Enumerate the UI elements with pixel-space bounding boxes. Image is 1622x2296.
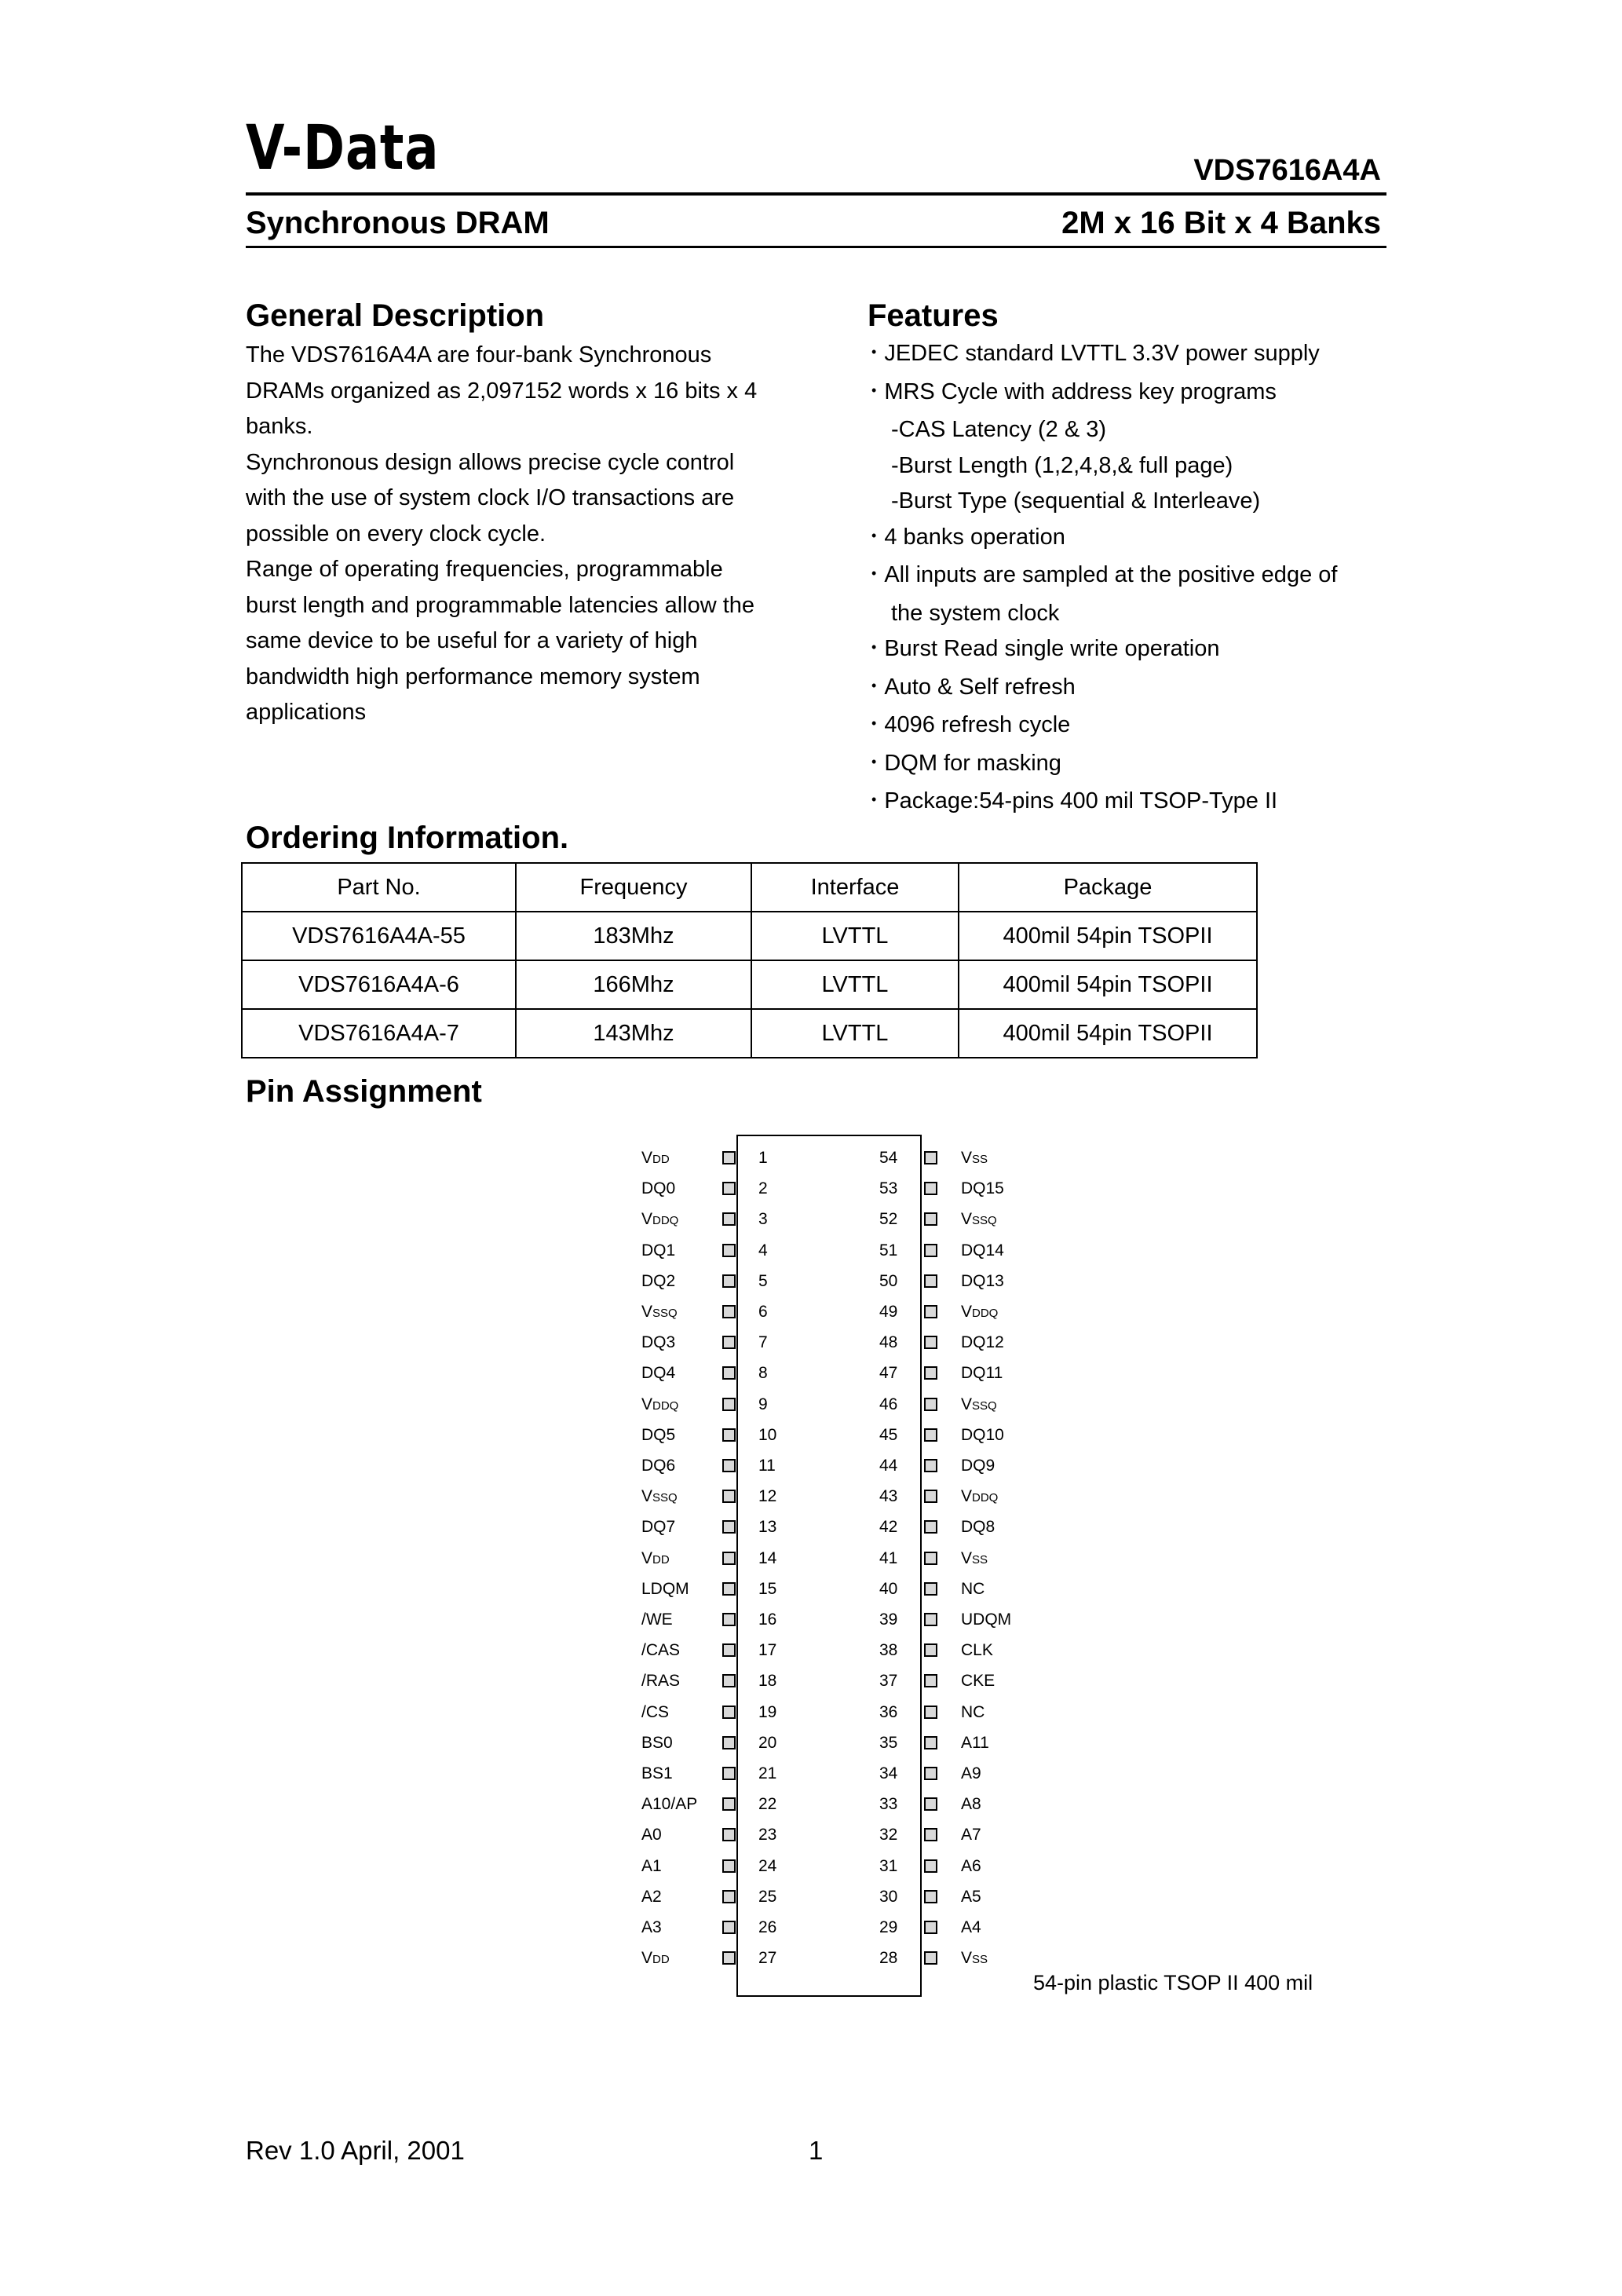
feature-item <box>871 412 1405 448</box>
feature-item <box>871 448 1405 484</box>
pin-lead-right <box>924 1366 937 1380</box>
pin-row <box>0 1266 1622 1296</box>
pin-number-right: 54 <box>879 1149 898 1167</box>
pin-name-left: DQ3 <box>641 1333 676 1352</box>
pin-name-right: DQ10 <box>961 1425 1004 1444</box>
pin-number-right: 51 <box>879 1241 898 1260</box>
feature-text: DQM for masking <box>884 750 1061 776</box>
table-cell: 400mil 54pin TSOPII <box>959 960 1257 1009</box>
pin-row <box>0 1789 1622 1819</box>
pin-name-right: DQ9 <box>961 1457 995 1475</box>
feature-text: -Burst Type (sequential & Interleave) <box>891 488 1261 514</box>
pin-number-left: 23 <box>758 1826 777 1844</box>
pin-lead-right <box>924 1212 937 1226</box>
pin-number-left: 14 <box>758 1548 777 1567</box>
pin-row <box>0 1851 1622 1881</box>
pin-number-right: 47 <box>879 1364 898 1383</box>
ordering-header-cell: Interface <box>751 863 959 912</box>
general-description-text <box>246 338 827 731</box>
pin-lead-left <box>722 1151 736 1164</box>
pin-number-left: 4 <box>758 1241 768 1260</box>
pin-number-left: 16 <box>758 1610 777 1629</box>
pin-name-left: VSSQ <box>641 1303 678 1321</box>
pin-number-right: 50 <box>879 1271 898 1290</box>
pin-number-right: 30 <box>879 1887 898 1906</box>
pin-number-right: 46 <box>879 1395 898 1413</box>
ordering-table <box>241 862 1258 1058</box>
pin-row <box>0 1420 1622 1450</box>
pin-name-left: DQ6 <box>641 1457 676 1475</box>
header-rule-bottom <box>246 246 1386 248</box>
pin-number-right: 32 <box>879 1826 898 1844</box>
pin-number-left: 22 <box>758 1795 777 1814</box>
pin-name-left: VDD <box>641 1149 670 1167</box>
table-cell: VDS7616A4A-7 <box>242 1009 516 1058</box>
pin-name-left: DQ4 <box>641 1364 676 1383</box>
pin-number-right: 39 <box>879 1610 898 1629</box>
pin-lead-left <box>722 1520 736 1534</box>
pin-name-left: DQ2 <box>641 1271 676 1290</box>
pin-lead-right <box>924 1459 937 1472</box>
pin-name-right: A5 <box>961 1887 981 1906</box>
pin-name-right: VSS <box>961 1149 988 1167</box>
pin-name-left: VDD <box>641 1949 670 1968</box>
pin-lead-right <box>924 1244 937 1257</box>
pin-number-left: 8 <box>758 1364 768 1383</box>
description-line: banks. <box>246 414 313 439</box>
pin-name-left: /WE <box>641 1610 673 1629</box>
pin-lead-right <box>924 1552 937 1565</box>
feature-text: MRS Cycle with address key programs <box>884 378 1277 404</box>
package-caption: 54-pin plastic TSOP II 400 mil <box>1033 1971 1313 1994</box>
pin-name-right: A4 <box>961 1918 981 1936</box>
table-cell: LVTTL <box>751 912 959 960</box>
pin-name-right: A8 <box>961 1795 981 1814</box>
pin-number-left: 18 <box>758 1672 777 1691</box>
pin-lead-left <box>722 1643 736 1657</box>
pin-name-right: VSS <box>961 1548 988 1567</box>
pin-number-left: 12 <box>758 1487 777 1506</box>
pin-name-left: DQ1 <box>641 1241 676 1260</box>
pin-name-right: VSSQ <box>961 1210 997 1229</box>
pin-row <box>0 1881 1622 1912</box>
pin-lead-left <box>722 1244 736 1257</box>
pin-lead-left <box>722 1182 736 1195</box>
description-line: bandwidth high performance memory system <box>246 664 700 689</box>
revision-date: Rev 1.0 April, 2001 <box>246 2136 465 2165</box>
ordering-header-row <box>242 863 1257 912</box>
pin-lead-left <box>722 1398 736 1411</box>
table-row <box>242 1009 1257 1058</box>
pin-lead-left <box>722 1305 736 1318</box>
feature-text: Burst Read single write operation <box>884 636 1220 661</box>
pin-lead-left <box>722 1674 736 1687</box>
pin-lead-left <box>722 1613 736 1626</box>
pin-number-right: 40 <box>879 1579 898 1598</box>
pin-name-left: DQ7 <box>641 1518 676 1537</box>
feature-item <box>871 375 1405 413</box>
pin-number-right: 35 <box>879 1733 898 1752</box>
description-line: burst length and programmable latencies allow the <box>246 592 755 618</box>
description-line: with the use of system clock I/O transactions are <box>246 485 735 510</box>
pin-number-left: 15 <box>758 1579 777 1598</box>
pin-name-left: DQ0 <box>641 1179 676 1198</box>
pin-row <box>0 1665 1622 1696</box>
pin-name-left: /CS <box>641 1702 670 1721</box>
pin-name-right: A6 <box>961 1856 981 1875</box>
pin-name-right: CLK <box>961 1641 993 1660</box>
feature-item <box>871 484 1405 520</box>
brand-logo: V-Data <box>246 113 440 184</box>
pin-number-left: 20 <box>758 1733 777 1752</box>
pin-lead-left <box>722 1336 736 1349</box>
pin-lead-right <box>924 1643 937 1657</box>
pin-row <box>0 1296 1622 1327</box>
feature-item <box>871 520 1405 558</box>
pin-lead-left <box>722 1890 736 1903</box>
pin-lead-left <box>722 1490 736 1503</box>
pin-name-right: DQ14 <box>961 1241 1004 1260</box>
pin-lead-right <box>924 1582 937 1596</box>
pin-lead-right <box>924 1490 937 1503</box>
pin-name-left: VSSQ <box>641 1487 678 1506</box>
pin-name-right: NC <box>961 1702 985 1721</box>
feature-text: Package:54-pins 400 mil TSOP-Type II <box>884 788 1278 813</box>
description-line: Synchronous design allows precise cycle control <box>246 449 735 475</box>
table-row <box>242 912 1257 960</box>
pin-lead-right <box>924 1890 937 1903</box>
pin-lead-left <box>722 1921 736 1934</box>
feature-item <box>871 558 1405 596</box>
table-cell: VDS7616A4A-6 <box>242 960 516 1009</box>
pin-name-right: VDDQ <box>961 1487 999 1506</box>
feature-item <box>871 596 1405 632</box>
pin-lead-left <box>722 1828 736 1841</box>
pin-number-left: 3 <box>758 1210 768 1229</box>
pin-lead-left <box>722 1274 736 1288</box>
pin-number-left: 17 <box>758 1641 777 1660</box>
description-line: DRAMs organized as 2,097152 words x 16 bits x 4 <box>246 378 758 404</box>
header-part-number: VDS7616A4A <box>1193 154 1381 187</box>
pin-number-right: 41 <box>879 1548 898 1567</box>
features-list <box>871 336 1405 822</box>
description-line: applications <box>246 700 367 725</box>
table-cell: VDS7616A4A-55 <box>242 912 516 960</box>
pin-name-left: A0 <box>641 1826 662 1844</box>
pin-lead-right <box>924 1520 937 1534</box>
pin-row <box>0 1389 1622 1420</box>
pin-lead-right <box>924 1921 937 1934</box>
pin-name-left: DQ5 <box>641 1425 676 1444</box>
pin-lead-left <box>722 1797 736 1811</box>
table-cell: LVTTL <box>751 960 959 1009</box>
pin-assignment-title: Pin Assignment <box>246 1074 482 1109</box>
feature-item <box>871 336 1405 375</box>
pin-number-left: 5 <box>758 1271 768 1290</box>
feature-item <box>871 707 1405 746</box>
pin-name-right: VSS <box>961 1949 988 1968</box>
pin-number-right: 28 <box>879 1949 898 1968</box>
pin-row <box>0 1543 1622 1574</box>
pin-name-right: DQ15 <box>961 1179 1004 1198</box>
feature-item <box>871 670 1405 708</box>
pin-number-left: 19 <box>758 1702 777 1721</box>
pin-row <box>0 1327 1622 1358</box>
feature-item <box>871 631 1405 670</box>
pin-lead-right <box>924 1859 937 1873</box>
pin-lead-left <box>722 1951 736 1965</box>
pin-name-left: LDQM <box>641 1579 689 1598</box>
feature-text: JEDEC standard LVTTL 3.3V power supply <box>884 341 1320 366</box>
pin-number-left: 9 <box>758 1395 768 1413</box>
pin-lead-right <box>924 1706 937 1719</box>
pin-lead-right <box>924 1305 937 1318</box>
pin-row <box>0 1727 1622 1758</box>
pin-number-right: 43 <box>879 1487 898 1506</box>
pin-number-left: 21 <box>758 1764 777 1782</box>
pin-lead-left <box>722 1767 736 1780</box>
feature-text: -Burst Length (1,2,4,8,& full page) <box>891 452 1233 478</box>
header-rule-top <box>246 192 1386 196</box>
table-row <box>242 960 1257 1009</box>
pin-row <box>0 1512 1622 1542</box>
pin-lead-right <box>924 1828 937 1841</box>
pin-name-right: DQ12 <box>961 1333 1004 1352</box>
ordering-information-title: Ordering Information. <box>246 821 569 855</box>
pin-row <box>0 1758 1622 1789</box>
pin-name-left: A3 <box>641 1918 662 1936</box>
description-line: possible on every clock cycle. <box>246 521 546 547</box>
pin-number-right: 29 <box>879 1918 898 1936</box>
pin-number-right: 38 <box>879 1641 898 1660</box>
description-line: The VDS7616A4A are four-bank Synchronous <box>246 342 712 367</box>
pin-lead-right <box>924 1797 937 1811</box>
pin-lead-left <box>722 1366 736 1380</box>
table-cell: LVTTL <box>751 1009 959 1058</box>
pin-number-left: 10 <box>758 1425 777 1444</box>
ordering-header-cell: Package <box>959 863 1257 912</box>
pin-name-left: A2 <box>641 1887 662 1906</box>
pin-name-right: VDDQ <box>961 1303 999 1321</box>
pin-name-left: A10/AP <box>641 1795 698 1814</box>
pin-number-left: 2 <box>758 1179 768 1198</box>
pin-lead-right <box>924 1151 937 1164</box>
description-line: same device to be useful for a variety of high <box>246 628 698 653</box>
pin-row <box>0 1574 1622 1604</box>
product-organization: 2M x 16 Bit x 4 Banks <box>1061 206 1381 240</box>
feature-text: -CAS Latency (2 & 3) <box>891 417 1106 442</box>
pin-number-left: 7 <box>758 1333 768 1352</box>
description-line: Range of operating frequencies, programmable <box>246 557 723 582</box>
pin-name-left: A1 <box>641 1856 662 1875</box>
pin-number-right: 45 <box>879 1425 898 1444</box>
pin-row <box>0 1450 1622 1481</box>
pin-row <box>0 1143 1622 1173</box>
pin-name-right: A7 <box>961 1826 981 1844</box>
table-cell: 400mil 54pin TSOPII <box>959 1009 1257 1058</box>
features-title: Features <box>868 298 999 333</box>
product-type: Synchronous DRAM <box>246 206 550 240</box>
pin-number-left: 26 <box>758 1918 777 1936</box>
pin-name-left: VDDQ <box>641 1395 679 1413</box>
pin-number-left: 1 <box>758 1149 768 1167</box>
pin-lead-left <box>722 1582 736 1596</box>
pin-lead-left <box>722 1736 736 1749</box>
pin-name-left: /RAS <box>641 1672 681 1691</box>
pin-name-right: UDQM <box>961 1610 1012 1629</box>
pin-row <box>0 1819 1622 1850</box>
pin-number-right: 33 <box>879 1795 898 1814</box>
feature-text: Auto & Self refresh <box>884 674 1076 700</box>
pin-lead-right <box>924 1398 937 1411</box>
pin-number-right: 42 <box>879 1518 898 1537</box>
pin-lead-right <box>924 1274 937 1288</box>
pin-lead-right <box>924 1182 937 1195</box>
pin-row <box>0 1635 1622 1665</box>
pin-name-left: BS1 <box>641 1764 673 1782</box>
pin-row <box>0 1235 1622 1266</box>
pin-row <box>0 1943 1622 1973</box>
pin-number-left: 13 <box>758 1518 777 1537</box>
pin-number-left: 27 <box>758 1949 777 1968</box>
pin-number-right: 48 <box>879 1333 898 1352</box>
pin-number-left: 25 <box>758 1887 777 1906</box>
pin-number-left: 24 <box>758 1856 777 1875</box>
pin-number-right: 49 <box>879 1303 898 1321</box>
pin-number-right: 34 <box>879 1764 898 1782</box>
pin-lead-right <box>924 1613 937 1626</box>
pin-name-right: A11 <box>961 1733 989 1752</box>
pin-name-right: DQ11 <box>961 1364 1003 1383</box>
feature-text: the system clock <box>891 600 1060 626</box>
pin-row <box>0 1697 1622 1727</box>
pin-number-right: 31 <box>879 1856 898 1875</box>
pin-lead-right <box>924 1428 937 1442</box>
pin-name-right: VSSQ <box>961 1395 997 1413</box>
pin-row <box>0 1604 1622 1635</box>
pin-lead-left <box>722 1552 736 1565</box>
feature-text: All inputs are sampled at the positive edge of <box>884 562 1338 587</box>
pin-number-right: 53 <box>879 1179 898 1198</box>
pin-lead-left <box>722 1459 736 1472</box>
pin-number-left: 11 <box>758 1457 776 1475</box>
pin-name-right: DQ8 <box>961 1518 995 1537</box>
feature-item <box>871 746 1405 784</box>
pin-row <box>0 1481 1622 1512</box>
table-cell: 143Mhz <box>516 1009 751 1058</box>
pin-lead-right <box>924 1736 937 1749</box>
table-cell: 183Mhz <box>516 912 751 960</box>
pin-lead-left <box>722 1428 736 1442</box>
pin-number-left: 6 <box>758 1303 768 1321</box>
pin-lead-right <box>924 1674 937 1687</box>
pin-number-right: 37 <box>879 1672 898 1691</box>
pin-lead-right <box>924 1336 937 1349</box>
table-cell: 400mil 54pin TSOPII <box>959 912 1257 960</box>
pin-name-left: /CAS <box>641 1641 681 1660</box>
table-cell: 166Mhz <box>516 960 751 1009</box>
pin-name-left: BS0 <box>641 1733 673 1752</box>
pin-number-right: 44 <box>879 1457 898 1475</box>
pin-name-right: CKE <box>961 1672 995 1691</box>
pin-row <box>0 1204 1622 1234</box>
pin-number-right: 52 <box>879 1210 898 1229</box>
pin-name-right: DQ13 <box>961 1271 1004 1290</box>
pin-number-right: 36 <box>879 1702 898 1721</box>
pin-name-left: VDDQ <box>641 1210 679 1229</box>
general-description-title: General Description <box>246 298 545 333</box>
pin-row <box>0 1358 1622 1388</box>
pin-lead-left <box>722 1212 736 1226</box>
pin-lead-left <box>722 1706 736 1719</box>
ordering-header-cell: Part No. <box>242 863 516 912</box>
pin-name-right: NC <box>961 1579 985 1598</box>
pin-name-left: VDD <box>641 1548 670 1567</box>
feature-text: 4096 refresh cycle <box>884 712 1071 737</box>
pin-name-right: A9 <box>961 1764 981 1782</box>
page-number: 1 <box>809 2136 824 2165</box>
pin-lead-left <box>722 1859 736 1873</box>
pin-lead-right <box>924 1951 937 1965</box>
ordering-header-cell: Frequency <box>516 863 751 912</box>
feature-item <box>871 784 1405 822</box>
feature-text: 4 banks operation <box>884 524 1065 550</box>
pin-lead-right <box>924 1767 937 1780</box>
pin-row <box>0 1912 1622 1943</box>
pin-row <box>0 1173 1622 1204</box>
